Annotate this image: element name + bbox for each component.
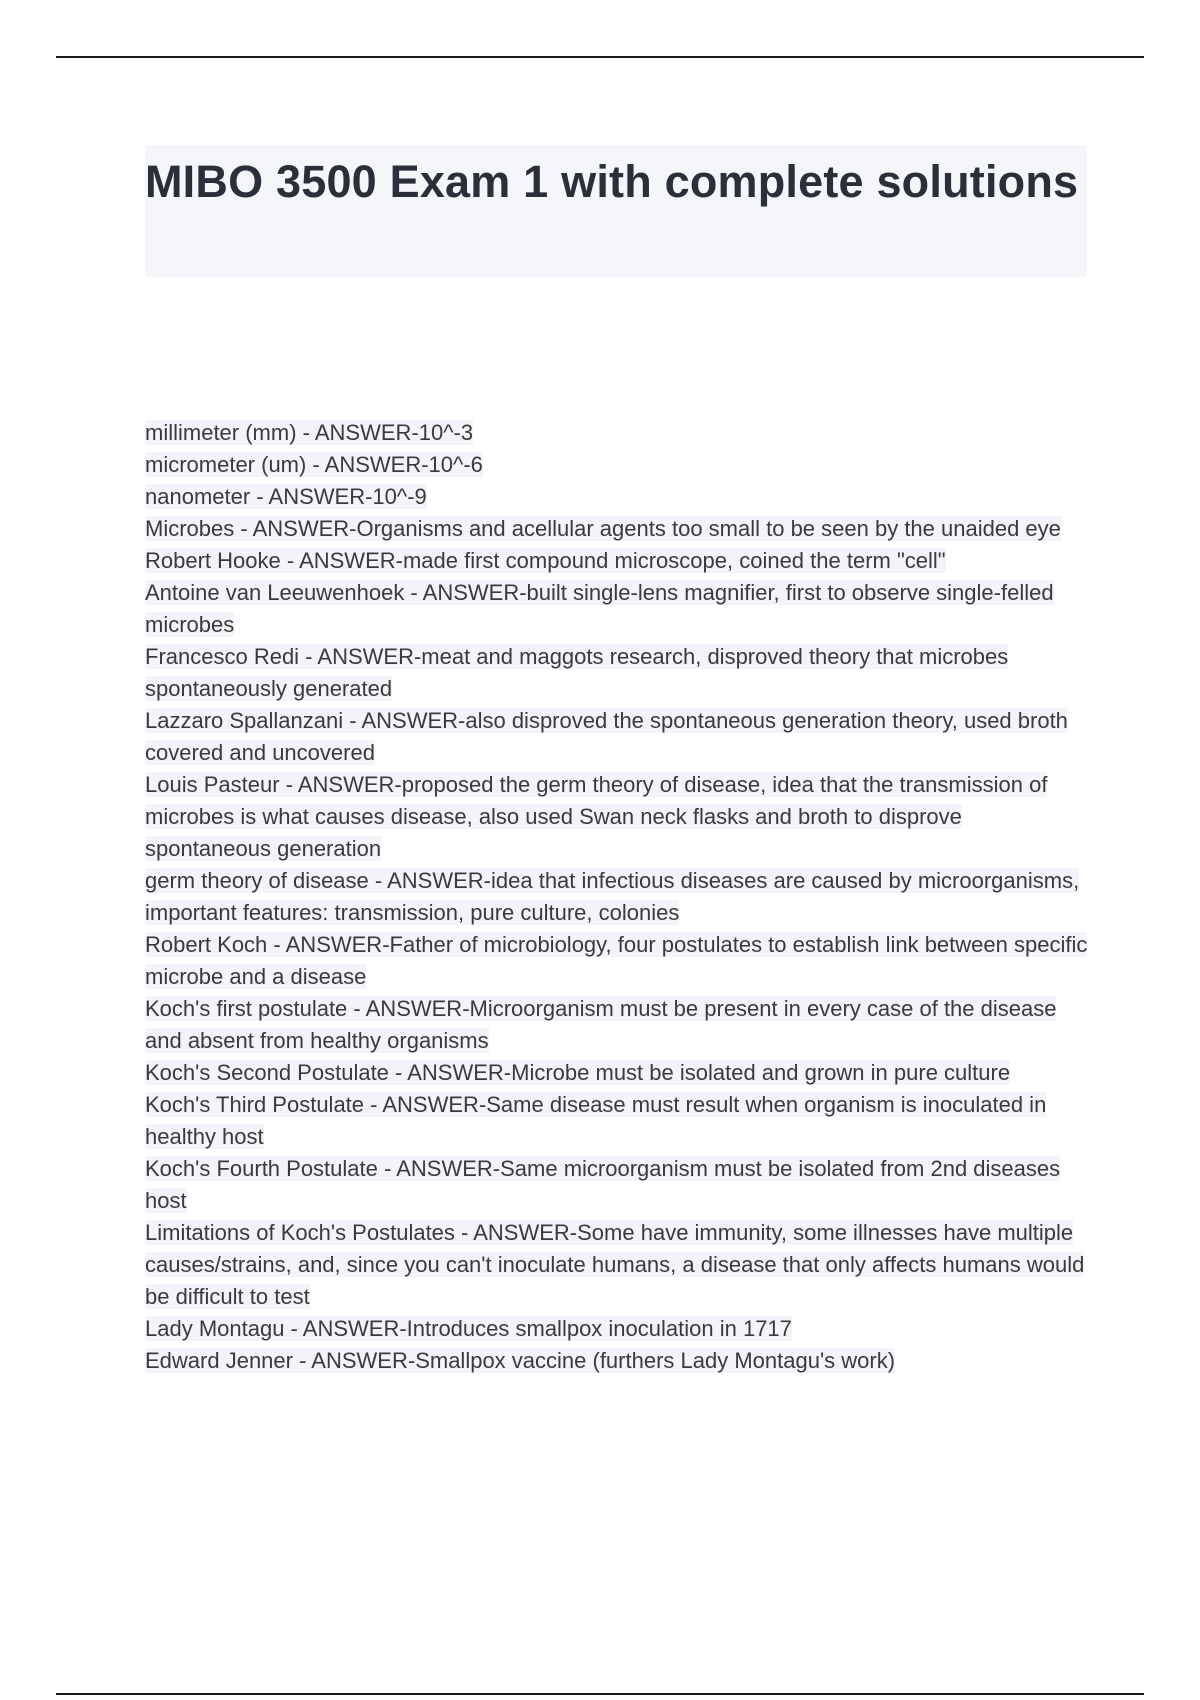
qa-entry — [145, 513, 1090, 545]
qa-entry — [145, 1217, 1090, 1313]
qa-entry — [145, 1313, 1090, 1345]
qa-entry-text: Lazzaro Spallanzani - ANSWER-also disproved the spontaneous generation theory, used broth covered and uncovered — [145, 708, 1068, 765]
qa-entry-text: Robert Hooke - ANSWER-made first compound microscope, coined the term "cell" — [145, 548, 946, 573]
qa-entry-text: Limitations of Koch's Postulates - ANSWER-Some have immunity, some illnesses have multiple causes/strains, and, since you can't inoculate humans, a disease that only affects humans would be difficult to test — [145, 1220, 1085, 1309]
qa-entry-text: Edward Jenner - ANSWER-Smallpox vaccine (furthers Lady Montagu's work) — [145, 1348, 896, 1373]
qa-entry-text: Lady Montagu - ANSWER-Introduces smallpox inoculation in 1717 — [145, 1316, 792, 1341]
title-block — [145, 145, 1087, 277]
qa-entry-text: Francesco Redi - ANSWER-meat and maggots research, disproved theory that microbes spontaneously generated — [145, 644, 1009, 701]
document-title: MIBO 3500 Exam 1 with complete solutions — [145, 156, 1079, 207]
qa-entry — [145, 705, 1090, 769]
qa-entry-text: Louis Pasteur - ANSWER-proposed the germ theory of disease, idea that the transmission of microbes is what causes disease, also used Swan neck flasks and broth to disprove spontaneous generation — [145, 772, 1048, 861]
qa-entry-text: Koch's first postulate - ANSWER-Microorganism must be present in every case of the disease and absent from healthy organisms — [145, 996, 1057, 1053]
qa-entry — [145, 577, 1090, 641]
qa-entry — [145, 929, 1090, 993]
qa-entry — [145, 449, 1090, 481]
qa-entry — [145, 481, 1090, 513]
qa-entry-text: Koch's Fourth Postulate - ANSWER-Same microorganism must be isolated from 2nd diseases host — [145, 1156, 1061, 1213]
qa-entry — [145, 417, 1090, 449]
qa-entry-text: germ theory of disease - ANSWER-idea that infectious diseases are caused by microorganisms, important features: transmission, pure culture, colonies — [145, 868, 1080, 925]
qa-list — [145, 417, 1090, 1377]
qa-entry — [145, 1057, 1090, 1089]
qa-entry-text: Microbes - ANSWER-Organisms and acellular agents too small to be seen by the unaided eye — [145, 516, 1061, 541]
qa-entry — [145, 865, 1090, 929]
top-rule — [56, 56, 1144, 58]
qa-entry — [145, 993, 1090, 1057]
qa-entry — [145, 769, 1090, 865]
qa-entry — [145, 545, 1090, 577]
qa-entry-text: Koch's Second Postulate - ANSWER-Microbe must be isolated and grown in pure culture — [145, 1060, 1011, 1085]
bottom-rule — [56, 1693, 1144, 1695]
qa-entry-text: nanometer - ANSWER-10^-9 — [145, 484, 427, 509]
qa-entry — [145, 1089, 1090, 1153]
qa-entry — [145, 1153, 1090, 1217]
qa-entry — [145, 641, 1090, 705]
qa-entry-text: micrometer (um) - ANSWER-10^-6 — [145, 452, 483, 477]
qa-entry-text: Koch's Third Postulate - ANSWER-Same disease must result when organism is inoculated in healthy host — [145, 1092, 1047, 1149]
qa-entry — [145, 1345, 1090, 1377]
qa-entry-text: millimeter (mm) - ANSWER-10^-3 — [145, 420, 474, 445]
qa-entry-text: Antoine van Leeuwenhoek - ANSWER-built single-lens magnifier, first to observe single-felled microbes — [145, 580, 1054, 637]
qa-entry-text: Robert Koch - ANSWER-Father of microbiology, four postulates to establish link between specific microbe and a disease — [145, 932, 1088, 989]
